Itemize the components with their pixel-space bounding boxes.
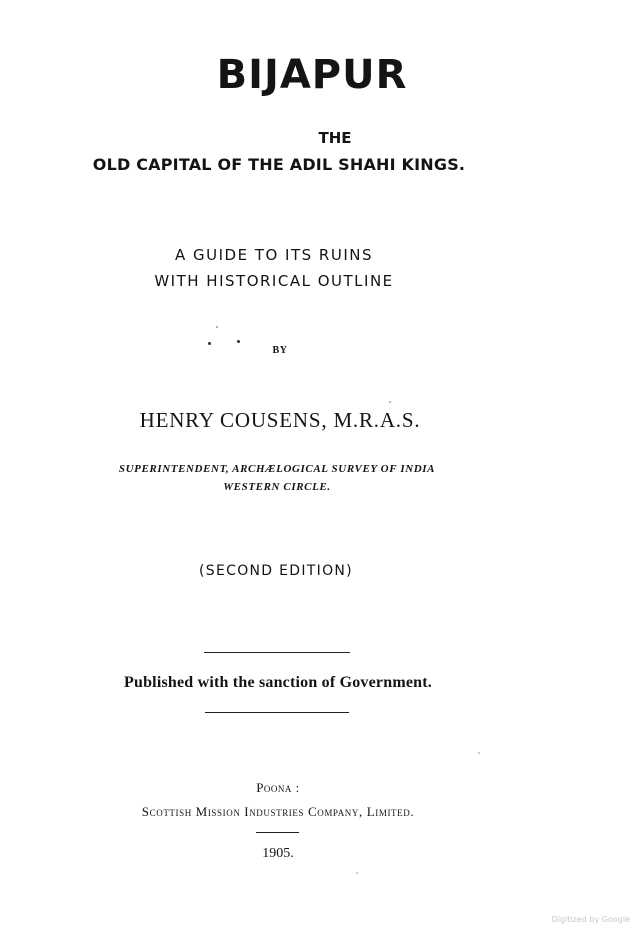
scan-speck — [208, 342, 211, 345]
scan-speck — [478, 752, 480, 754]
divider-bottom — [256, 832, 299, 833]
digitized-watermark: Digitized by Google — [551, 915, 630, 924]
author-role-line-2: WESTERN CIRCLE. — [223, 481, 331, 493]
scan-speck — [389, 401, 391, 403]
author-role-line-1: SUPERINTENDENT, ARCHÆLOGICAL SURVEY OF INDIA — [118, 463, 436, 475]
edition: (SECOND EDITION) — [199, 563, 353, 579]
scan-speck — [237, 340, 240, 343]
book-title: BIJAPUR — [216, 52, 408, 98]
publication-year: 1905. — [262, 846, 294, 861]
by-line: BY — [272, 345, 288, 356]
publisher: Scottish Mission Industries Company, Limited. — [141, 804, 415, 819]
subtitle-capital: OLD CAPITAL OF THE ADIL SHAHI KINGS. — [92, 155, 466, 174]
scan-speck — [216, 326, 218, 328]
scan-speck — [356, 872, 358, 874]
divider-top — [204, 652, 350, 653]
sanction-line: Published with the sanction of Government. — [124, 674, 432, 691]
subtitle-the: THE — [318, 129, 352, 147]
author-name: HENRY COUSENS, M.R.A.S. — [139, 408, 421, 432]
divider-middle — [205, 712, 349, 713]
guide-line-1: A GUIDE TO ITS RUINS — [174, 246, 374, 264]
guide-line-2: WITH HISTORICAL OUTLINE — [154, 272, 394, 290]
place-of-publication: Poona : — [256, 780, 300, 795]
